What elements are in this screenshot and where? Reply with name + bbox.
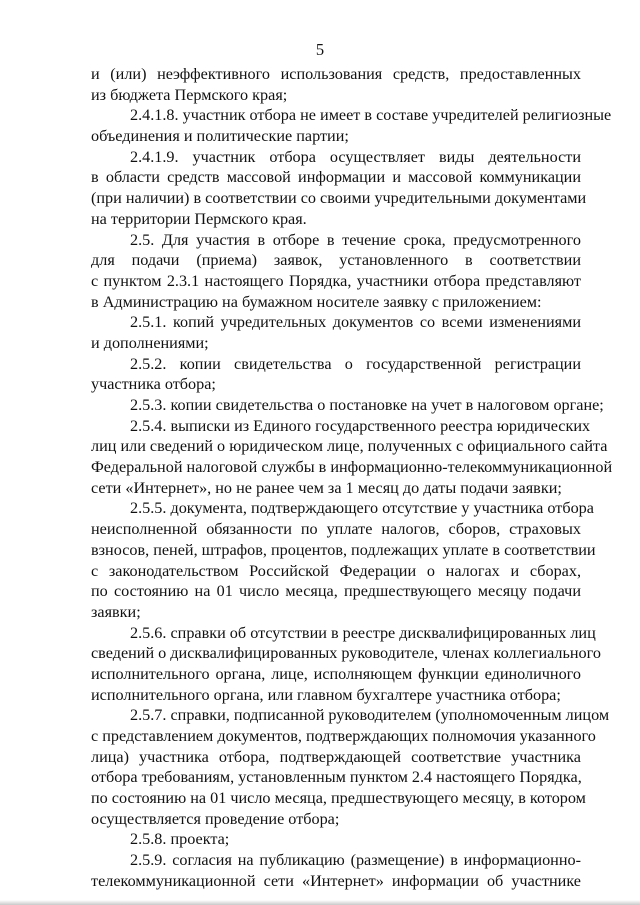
text-line: сведений о дисквалифицированных руководителе, членах коллегиального (91, 644, 601, 663)
text-line: телекоммуникационной сети «Интернет» информации об участнике (91, 871, 581, 890)
text-line: 2.5. Для участия в отборе в течение срока, предусмотренного (130, 230, 581, 249)
text-line: для подачи (приема) заявок, установленного в соответствии (91, 251, 581, 270)
text-line: в Администрацию на бумажном носителе заявку с приложением: (91, 292, 542, 311)
text-line: по состоянию на 01 число месяца, предшествующего месяцу подачи (91, 582, 581, 601)
text-line: 2.5.9. согласия на публикацию (размещение) в информационно- (130, 851, 581, 870)
text-line: 2.5.1. копий учредительных документов со всеми изменениями (130, 313, 581, 332)
text-line: 2.5.4. выписки из Единого государственного реестра юридических (130, 416, 591, 435)
paragraph (91, 230, 581, 313)
paragraph (91, 829, 581, 850)
text-line: сети «Интернет», но не ранее чем за 1 месяц до даты подачи заявки; (91, 478, 562, 497)
text-line: (при наличии) в соответствии со своими учредительными документами (91, 189, 587, 208)
paragraph (91, 705, 610, 829)
text-line: с представлением документов, подтверждающих полномочия указанного (91, 727, 596, 745)
text-line: с пунктом 2.3.1 настоящего Порядка, участники отбора представляют (91, 271, 581, 290)
paragraph (91, 64, 581, 105)
text-line: лиц или сведений о юридическом лице, полученных с официального сайта (91, 437, 608, 456)
text-line: 2.5.5. документа, подтверждающего отсутствие у участника отбора (130, 499, 594, 518)
page-number: 5 (315, 40, 325, 59)
paragraph (91, 354, 581, 395)
paragraph (91, 395, 604, 416)
text-line: Федеральной налоговой службы в информационно-телекоммуникационной (91, 458, 613, 477)
text-line: неисполненной обязанности по уплате налогов, сборов, страховых (91, 520, 581, 539)
text-line: заявки; (91, 602, 141, 621)
paragraph (91, 498, 596, 622)
text-line: на территории Пермского края. (91, 209, 307, 228)
text-line: взносов, пеней, штрафов, процентов, подлежащих уплате в соответствии (91, 540, 596, 559)
text-line: 2.5.3. копии свидетельства о постановке на учет в налоговом органе; (130, 396, 604, 414)
text-line: 2.5.2. копии свидетельства о государственной регистрации (130, 354, 581, 373)
scan-bottom-edge (0, 900, 640, 905)
text-line: по состоянию на 01 число месяца, предшествующего месяцу, в котором (91, 789, 586, 808)
paragraph (91, 147, 587, 230)
paragraph (91, 623, 601, 706)
document-body (91, 64, 613, 892)
text-line: 2.5.8. проекта; (130, 830, 230, 849)
paragraph (91, 312, 581, 353)
text-line: осуществляется проведение отбора; (91, 809, 340, 828)
text-line: исполнительного органа, лице, исполняющем функции единоличного (91, 664, 581, 683)
text-line: лица) участника отбора, подтверждающей соответствие участника (91, 747, 581, 766)
paragraph (91, 850, 581, 891)
text-line: 2.5.7. справки, подписанной руководителем (уполномоченным лицом (130, 706, 610, 725)
text-line: и дополнениями; (91, 333, 209, 352)
text-line: участника отбора; (91, 375, 216, 394)
text-line: отбора требованиям, установленным пунктом 2.4 настоящего Порядка, (91, 768, 582, 787)
text-line: 2.5.6. справки об отсутствии в реестре дисквалифицированных лиц (130, 623, 596, 642)
text-line: 2.4.1.9. участник отбора осуществляет виды деятельности (130, 147, 581, 166)
text-line: из бюджета Пермского края; (91, 85, 288, 104)
text-line: объединения и политические партии; (91, 127, 349, 146)
text-line: с законодательством Российской Федерации о налогах и сборах, (91, 561, 581, 580)
paragraph (91, 105, 612, 146)
text-line: исполнительного органа, или главном бухгалтере участника отбора; (91, 685, 561, 704)
text-line: и (или) неэффективного использования средств, предоставленных (91, 65, 581, 83)
text-line: в области средств массовой информации и массовой коммуникации (91, 168, 581, 187)
paragraph (91, 416, 613, 499)
text-line: 2.4.1.8. участник отбора не имеет в составе учредителей религиозные (130, 106, 612, 125)
